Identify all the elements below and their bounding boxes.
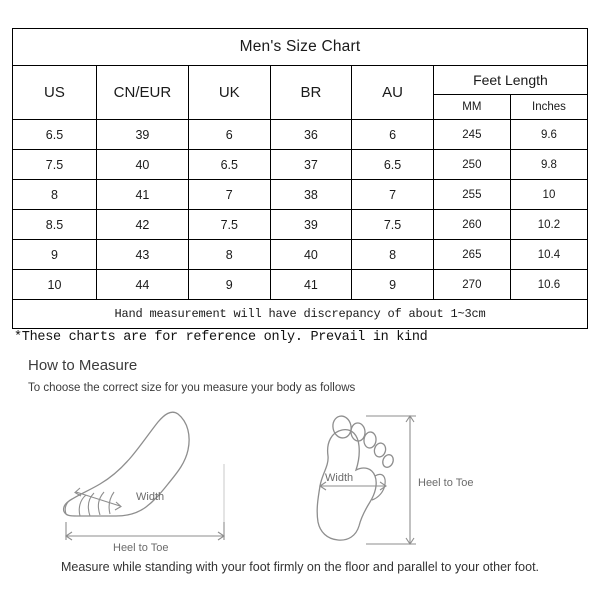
cell-inches: 10.6 xyxy=(510,270,587,300)
column-header-feet-length: Feet Length xyxy=(433,66,587,95)
cell-uk: 7.5 xyxy=(188,210,270,240)
cell-mm: 265 xyxy=(433,240,510,270)
cell-br: 39 xyxy=(270,210,352,240)
side-view-heel-to-toe-label: Heel to Toe xyxy=(113,542,169,554)
top-view-heel-to-toe-arrow xyxy=(366,416,416,544)
cell-uk: 6.5 xyxy=(188,150,270,180)
cell-au: 7 xyxy=(352,180,434,210)
measurement-diagram xyxy=(28,404,573,559)
cell-br: 40 xyxy=(270,240,352,270)
cell-mm: 270 xyxy=(433,270,510,300)
table-row xyxy=(13,240,588,270)
cell-uk: 6 xyxy=(188,120,270,150)
cell-cn-eur: 40 xyxy=(96,150,188,180)
top-view-heel-to-toe-label: Heel to Toe xyxy=(418,477,474,489)
cell-cn-eur: 39 xyxy=(96,120,188,150)
cell-cn-eur: 44 xyxy=(96,270,188,300)
reference-only-note: *These charts are for reference only. Prevail in kind xyxy=(14,330,428,345)
table-row xyxy=(13,150,588,180)
column-header-br: BR xyxy=(270,66,352,120)
cell-au: 7.5 xyxy=(352,210,434,240)
cell-mm: 250 xyxy=(433,150,510,180)
cell-us: 9 xyxy=(13,240,97,270)
cell-inches: 9.8 xyxy=(510,150,587,180)
cell-au: 6 xyxy=(352,120,434,150)
column-header-au: AU xyxy=(352,66,434,120)
column-header-cn-eur: CN/EUR xyxy=(96,66,188,120)
table-header-row xyxy=(13,66,588,95)
cell-mm: 260 xyxy=(433,210,510,240)
cell-inches: 10.4 xyxy=(510,240,587,270)
cell-inches: 10.2 xyxy=(510,210,587,240)
cell-inches: 10 xyxy=(510,180,587,210)
cell-us: 8 xyxy=(13,180,97,210)
side-view-heel-to-toe-arrow xyxy=(66,522,224,540)
table-row xyxy=(13,120,588,150)
table-row xyxy=(13,210,588,240)
column-header-us: US xyxy=(13,66,97,120)
column-header-uk: UK xyxy=(188,66,270,120)
cell-us: 6.5 xyxy=(13,120,97,150)
cell-mm: 255 xyxy=(433,180,510,210)
how-to-measure-title: How to Measure xyxy=(28,357,138,374)
cell-au: 6.5 xyxy=(352,150,434,180)
cell-us: 8.5 xyxy=(13,210,97,240)
side-view-width-label: Width xyxy=(136,491,165,503)
page-title: Men's Size Chart xyxy=(13,29,588,66)
cell-cn-eur: 42 xyxy=(96,210,188,240)
side-view-foot-icon xyxy=(64,412,190,516)
cell-mm: 245 xyxy=(433,120,510,150)
cell-cn-eur: 41 xyxy=(96,180,188,210)
size-chart-table-wrapper xyxy=(12,28,588,329)
cell-us: 10 xyxy=(13,270,97,300)
cell-br: 36 xyxy=(270,120,352,150)
cell-inches: 9.6 xyxy=(510,120,587,150)
table-title-row xyxy=(13,29,588,66)
foot-measurement-svg xyxy=(28,404,573,559)
cell-au: 8 xyxy=(352,240,434,270)
cell-br: 41 xyxy=(270,270,352,300)
column-header-mm: MM xyxy=(433,95,510,120)
cell-us: 7.5 xyxy=(13,150,97,180)
measurement-discrepancy-note: Hand measurement will have discrepancy of about 1~3cm xyxy=(13,300,588,329)
table-footer-row xyxy=(13,300,588,329)
table-row xyxy=(13,270,588,300)
column-header-inches: Inches xyxy=(510,95,587,120)
table-row xyxy=(13,180,588,210)
cell-uk: 7 xyxy=(188,180,270,210)
top-view-width-label: Width xyxy=(325,472,354,484)
cell-cn-eur: 43 xyxy=(96,240,188,270)
size-chart-table xyxy=(12,28,588,329)
cell-br: 37 xyxy=(270,150,352,180)
how-to-measure-subtitle: To choose the correct size for you measure your body as follows xyxy=(28,382,356,394)
cell-uk: 9 xyxy=(188,270,270,300)
cell-au: 9 xyxy=(352,270,434,300)
cell-uk: 8 xyxy=(188,240,270,270)
cell-br: 38 xyxy=(270,180,352,210)
measure-instruction-caption: Measure while standing with your foot firmly on the floor and parallel to your other foot. xyxy=(60,560,540,574)
